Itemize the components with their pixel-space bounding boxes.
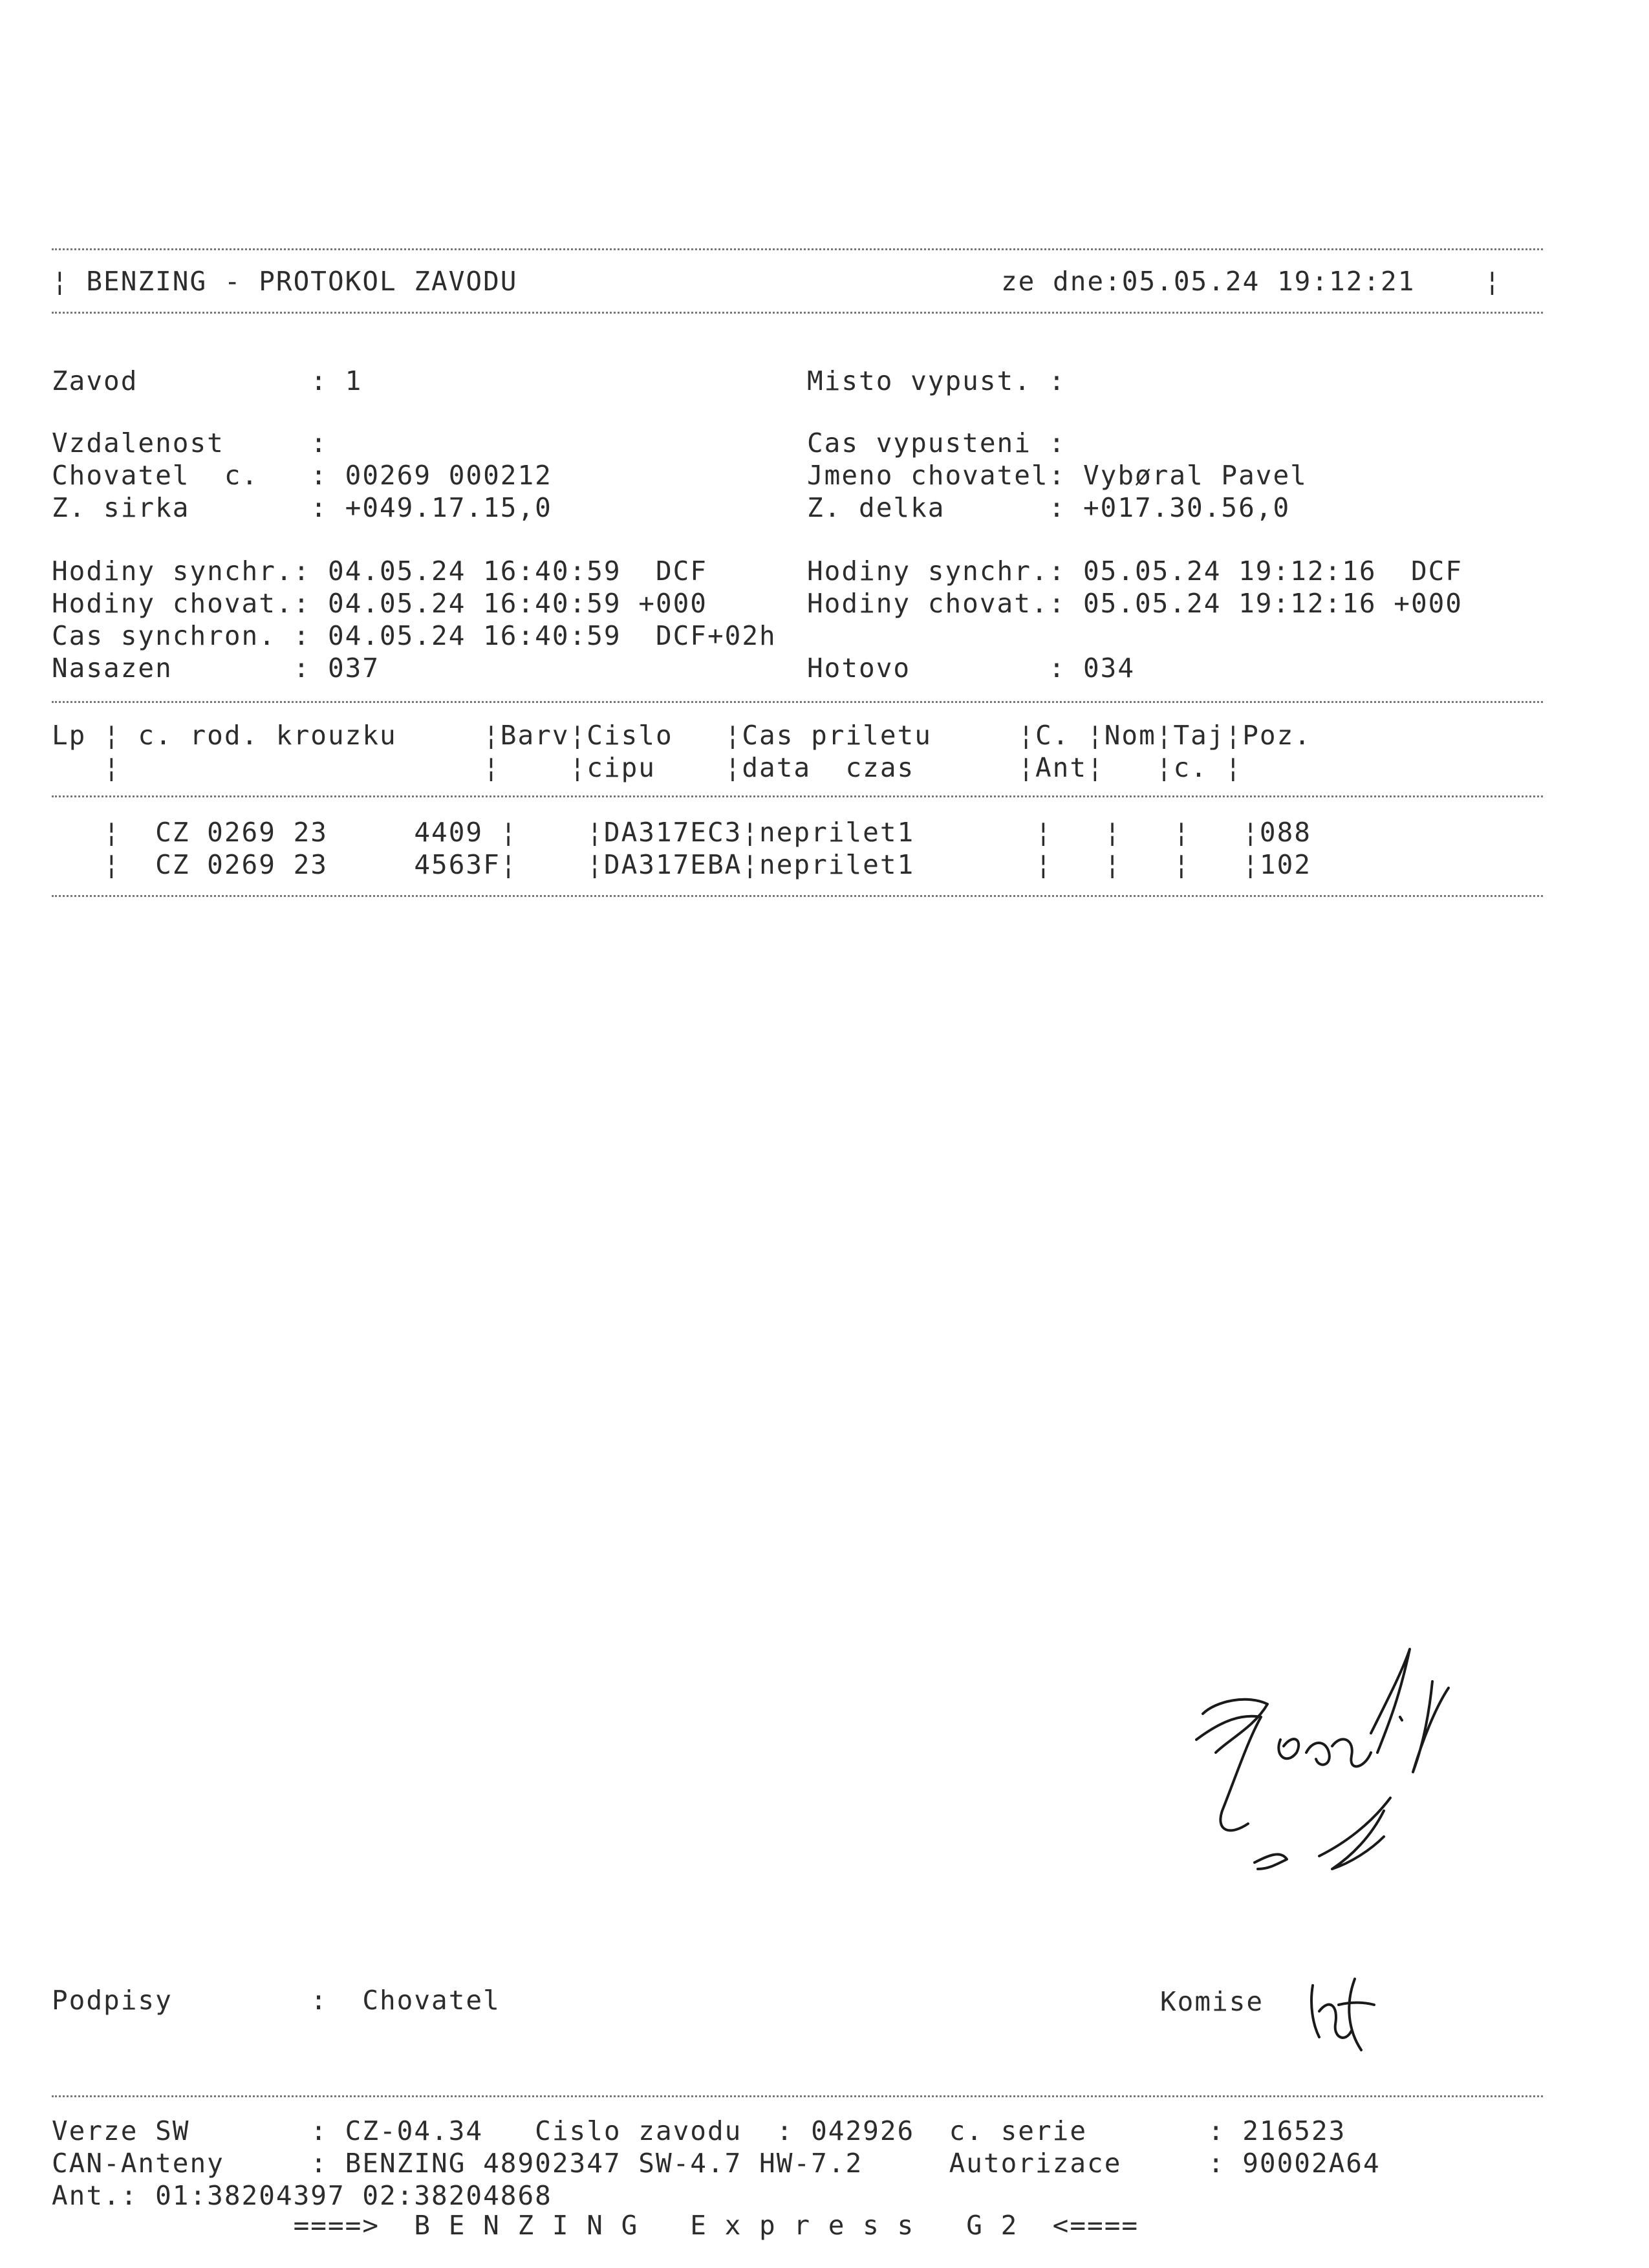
distance: Vzdalenost : — [52, 427, 328, 459]
table-header-rule — [52, 795, 1543, 797]
table-top-rule — [52, 701, 1543, 703]
clock-breeder-start: Hodiny chovat.: 04.05.24 16:40:59 +000 — [52, 588, 707, 619]
clock-sync-start: Hodiny synchr.: 04.05.24 16:40:59 DCF — [52, 556, 707, 587]
signatures-label: Podpisy : Chovatel — [52, 1985, 501, 2016]
report-title: ¦ BENZING - PROTOKOL ZAVODU — [52, 266, 518, 297]
finished-count: Hotovo : 034 — [807, 653, 1135, 684]
product-banner: ====> B E N Z I N G E x p r e s s G 2 <==== — [52, 2210, 1139, 2241]
release-place: Misto vypust. : — [807, 365, 1066, 396]
software-version-line: Verze SW : CZ-04.34 Cislo zavodu : 042926 c. serie : 216523 — [52, 2115, 1346, 2146]
table-header-row-2: ¦ ¦ ¦cipu ¦data czas ¦Ant¦ ¦c. ¦ — [52, 752, 1243, 783]
header-top-rule — [52, 248, 1543, 250]
clock-breeder-end: Hodiny chovat.: 05.05.24 19:12:16 +000 — [807, 588, 1463, 619]
table-row: ¦ CZ 0269 23 4409 ¦ ¦DA317EC3¦neprilet1 ¦ ¦ ¦ ¦088 — [52, 817, 1311, 848]
commission-signature — [1300, 1960, 1384, 2057]
commission-label: Komise — [1160, 1986, 1264, 2017]
basketed-count: Nasazen : 037 — [52, 653, 380, 684]
header-bottom-rule — [52, 312, 1543, 314]
table-bottom-rule — [52, 895, 1543, 897]
antenna-ids-line: Ant.: 01:38204397 02:38204868 — [52, 2180, 552, 2211]
breeder-signature — [1177, 1643, 1481, 1927]
breeder-name: Jmeno chovatel: Vybøral Pavel — [807, 460, 1308, 491]
report-date: ze dne:05.05.24 19:12:21 ¦ — [1001, 266, 1502, 297]
race-number: Zavod : 1 — [52, 365, 363, 396]
release-time: Cas vypusteni : — [807, 427, 1066, 459]
longitude: Z. delka : +017.30.56,0 — [807, 492, 1291, 523]
breeder-number: Chovatel c. : 00269 000212 — [52, 460, 552, 491]
table-row: ¦ CZ 0269 23 4563F¦ ¦DA317EBA¦neprilet1 ¦ ¦ ¦ ¦102 — [52, 849, 1311, 880]
clock-sync-end: Hodiny synchr.: 05.05.24 19:12:16 DCF — [807, 556, 1463, 587]
latitude: Z. sirka : +049.17.15,0 — [52, 492, 552, 523]
antenna-line: CAN-Anteny : BENZING 48902347 SW-4.7 HW-7.2 Autorizace : 90002A64 — [52, 2148, 1381, 2179]
table-header-row-1: Lp ¦ c. rod. krouzku ¦Barv¦Cislo ¦Cas priletu ¦C. ¦Nom¦Taj¦Poz. — [52, 720, 1311, 751]
sync-time: Cas synchron. : 04.05.24 16:40:59 DCF+02h — [52, 620, 777, 651]
footer-top-rule — [52, 2095, 1543, 2097]
